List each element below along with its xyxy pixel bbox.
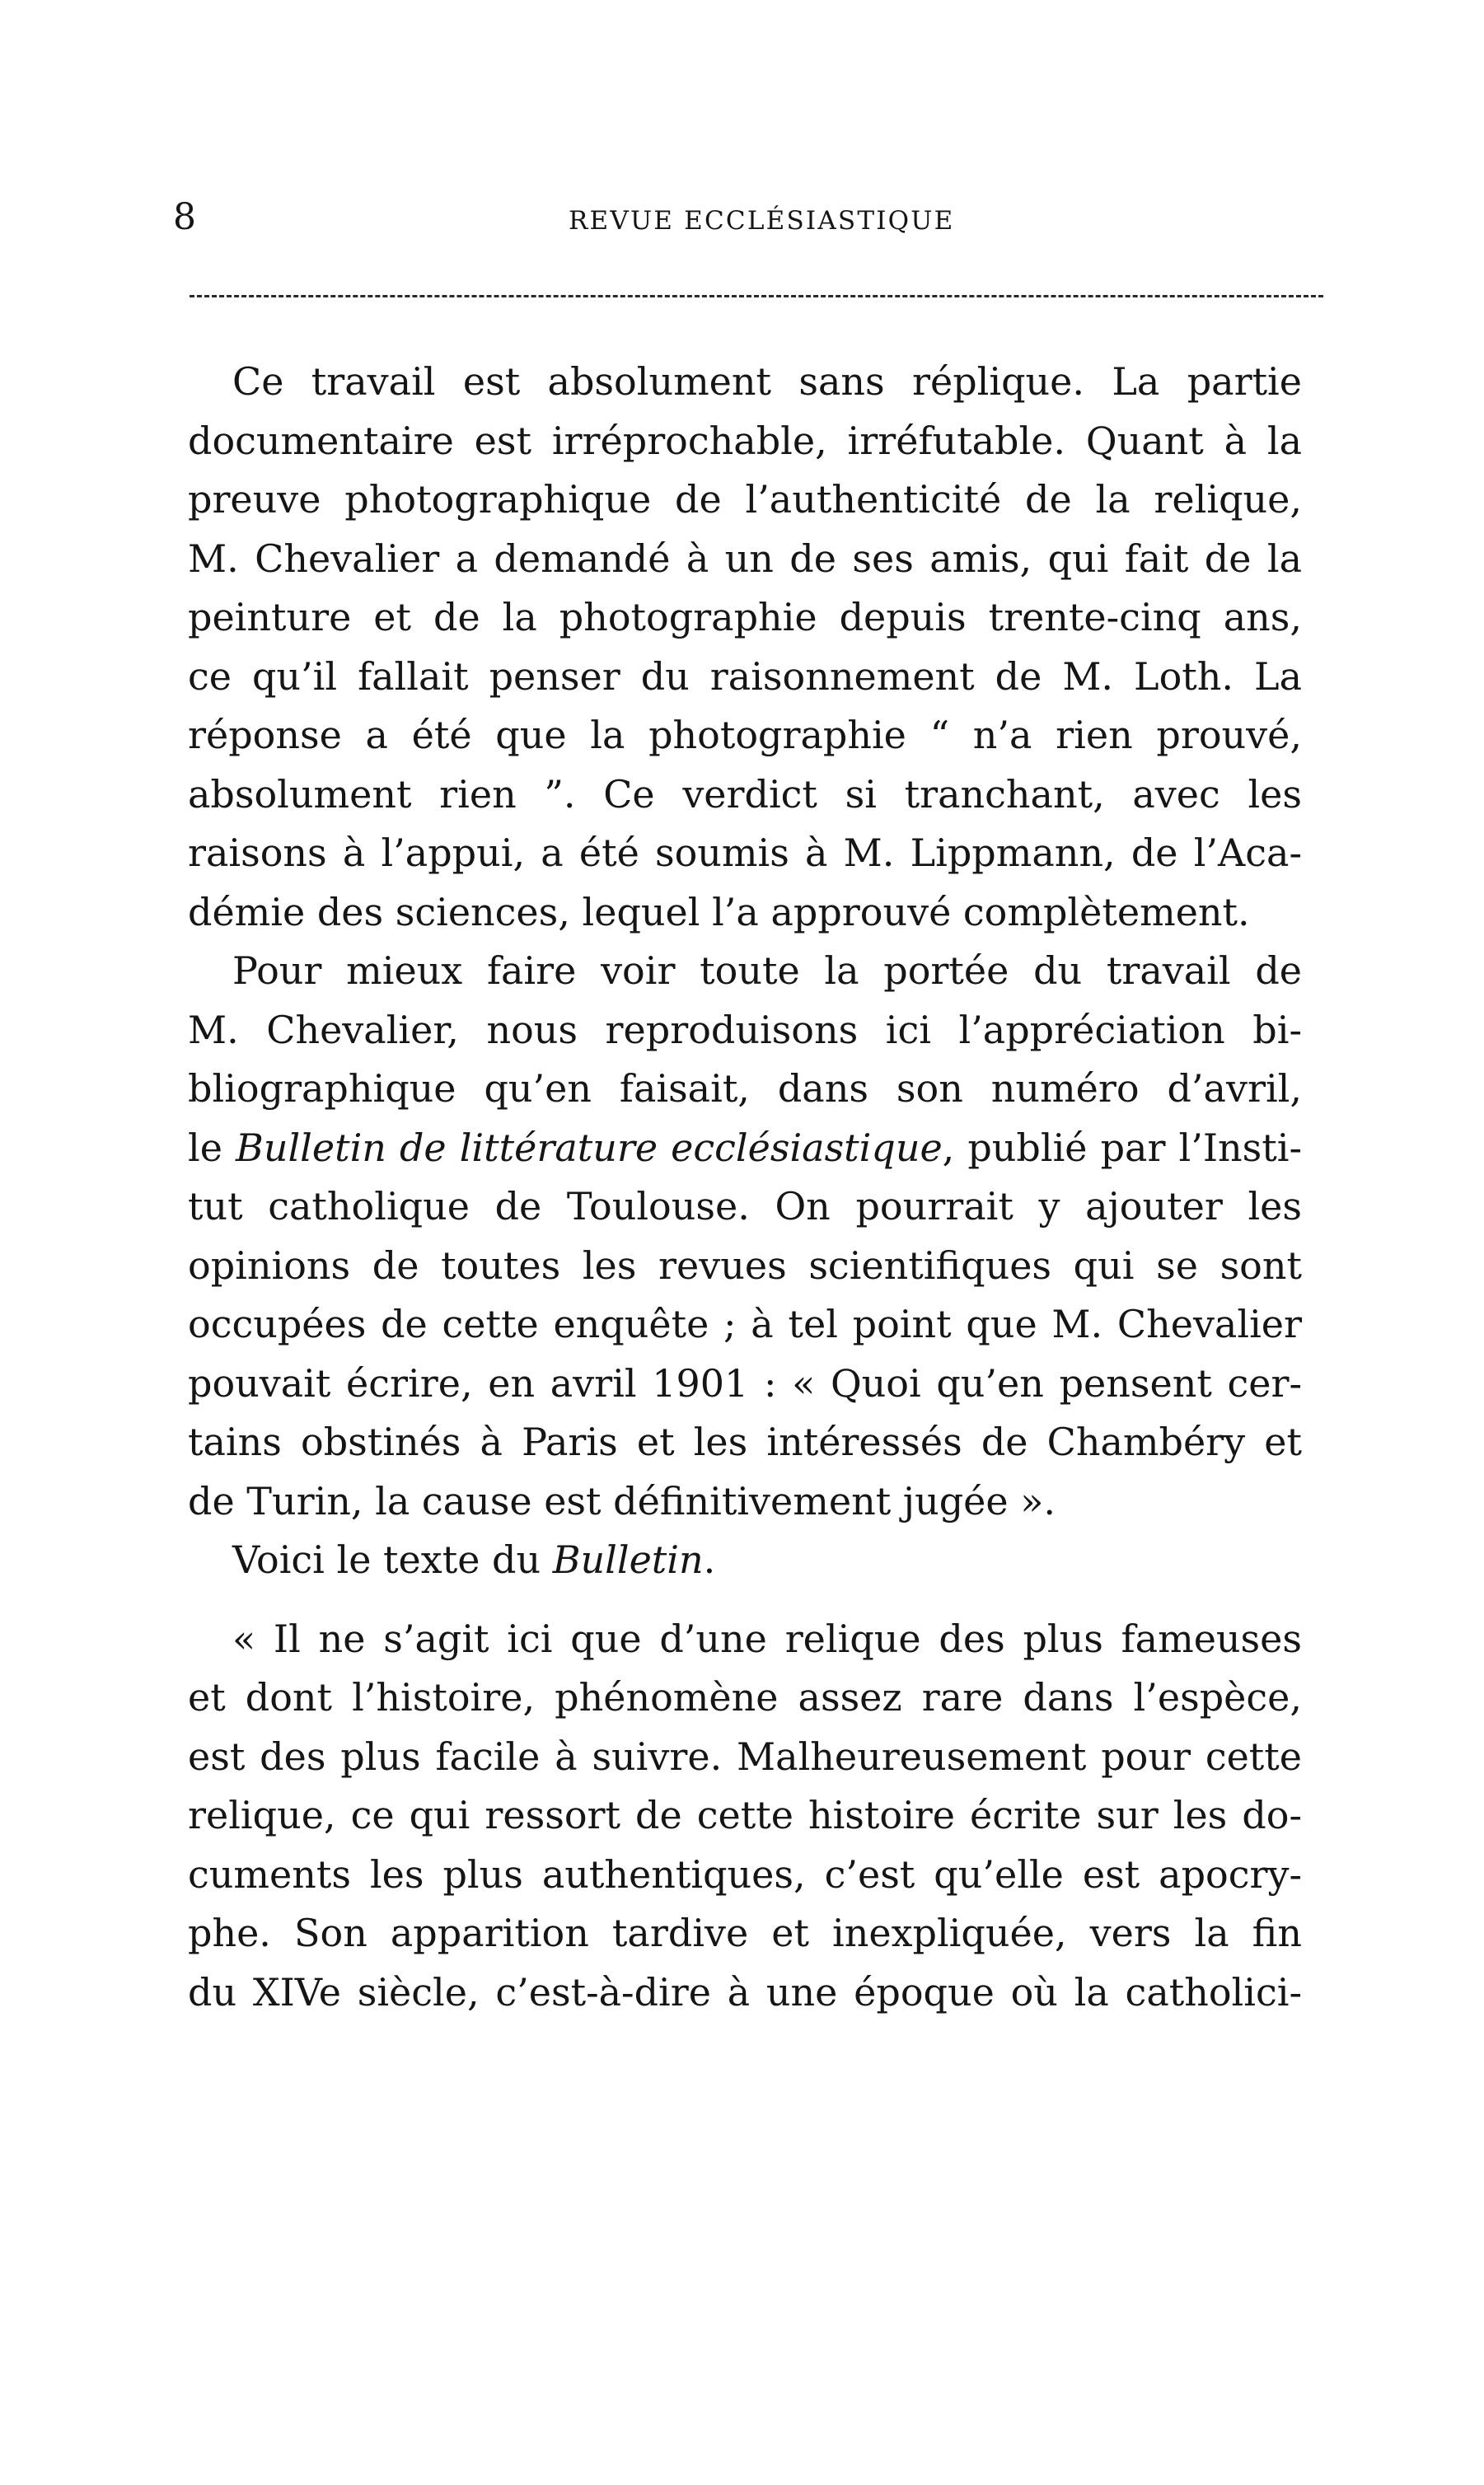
text-segment: le [188,1125,236,1170]
text-line: est des plus facile à suivre. Malheureusement pour cette [188,1734,1302,1779]
text-line: preuve photographique de l’authenticité de la relique, [188,477,1302,522]
header-rule [190,295,1323,297]
text-line: réponse a été que la photographie “ n’a rien prouvé, [188,713,1302,757]
italic-title: Bulletin de littérature ecclésiastique [236,1125,943,1170]
text-segment: , publié par l’Insti- [942,1125,1302,1170]
running-head: REVUE ECCLÉSIASTIQUE [569,206,955,236]
text-segment: . [703,1537,716,1582]
text-line: peinture et de la photographie depuis trente-cinq ans, [188,595,1302,639]
italic-title: Bulletin [552,1537,704,1582]
paragraph-gap [188,1590,1302,1610]
text-line: ce qu’il fallait penser du raisonnement de M. Loth. La [188,653,1302,699]
text-line: tains obstinés à Paris et les intéressés de Chambéry et [188,1420,1302,1464]
text-line: pouvait écrire, en avril 1901 : « Quoi qu’en pensent cer- [188,1360,1302,1406]
text-line: opinions de toutes les revues scientifiques qui se sont [188,1242,1302,1288]
body-text [188,353,1302,2022]
text-line: « Il ne s’agit ici que d’une relique des plus fameuses [232,1616,1302,1661]
text-line: relique, ce qui ressort de cette histoire écrite sur les do- [188,1793,1302,1837]
text-line: Ce travail est absolument sans réplique. La partie [232,359,1302,404]
text-line-with-italic [188,1531,1302,1590]
text-line: M. Chevalier, nous reproduisons ici l’appréciation bi- [188,1007,1302,1052]
text-line: démie des sciences, lequel l’a approuvé complètement. [188,889,1250,934]
text-line: phe. Son apparition tardive et inexpliquée, vers la fin [188,1911,1302,1955]
text-line: du XIVe siècle, c’est-à-dire à une époque où la catholici- [188,1969,1302,2015]
page-number: 8 [173,196,196,238]
text-line: documentaire est irréprochable, irréfutable. Quant à la [188,418,1302,463]
text-segment: Voici le texte du [232,1537,553,1582]
text-line: M. Chevalier a demandé à un de ses amis, qui fait de la [188,536,1302,581]
text-line: cuments les plus authentiques, c’est qu’elle est apocry- [188,1851,1302,1897]
text-line: de Turin, la cause est définitivement jugée ». [188,1478,1056,1523]
text-line: tut catholique de Toulouse. On pourrait y ajouter les [188,1184,1302,1228]
text-line: Pour mieux faire voir toute la portée du travail de [232,948,1302,993]
text-line: bliographique qu’en faisait, dans son numéro d’avril, [188,1066,1302,1111]
text-line: occupées de cette enquête ; à tel point que M. Chevalier [188,1302,1302,1346]
text-line-with-italic [188,1119,1302,1178]
text-line: raisons à l’appui, a été soumis à M. Lippmann, de l’Aca- [188,831,1302,875]
text-line: absolument rien ”. Ce verdict si tranchant, avec les [188,771,1302,817]
text-line: et dont l’histoire, phénomène assez rare dans l’espèce, [188,1675,1302,1720]
